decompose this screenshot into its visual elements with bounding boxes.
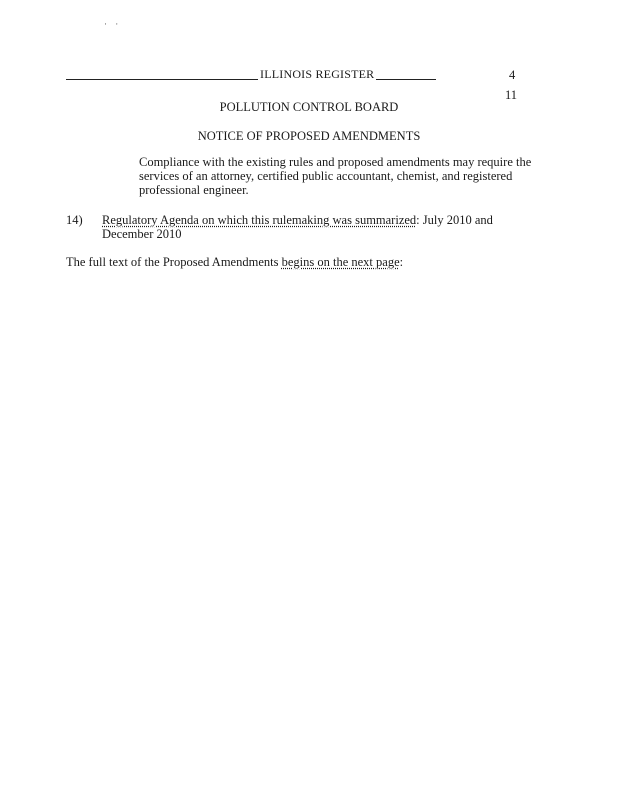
header-rule bbox=[66, 79, 436, 80]
full-text-lead: The full text of the Proposed Amendments bbox=[66, 255, 282, 269]
board-title bbox=[0, 100, 618, 114]
item-value: : July 2010 and December 2010 bbox=[102, 213, 493, 242]
full-text-tail: : bbox=[399, 255, 404, 269]
full-text-link: begins on the next page bbox=[281, 255, 400, 269]
register-title: ILLINOIS REGISTER bbox=[260, 67, 375, 81]
item-label: Regulatory Agenda on which this rulemaking was summarized bbox=[102, 213, 417, 227]
item-number: 14) bbox=[66, 213, 83, 227]
corner-mark: · · bbox=[104, 19, 122, 29]
page-number: 4 bbox=[509, 68, 516, 82]
item-text bbox=[102, 213, 542, 241]
full-text-line bbox=[66, 255, 403, 269]
board-title-text: POLLUTION CONTROL BOARD bbox=[219, 100, 399, 114]
page-number-secondary: 11 bbox=[505, 88, 518, 102]
notice-title: NOTICE OF PROPOSED AMENDMENTS bbox=[197, 129, 421, 143]
compliance-paragraph: Compliance with the existing rules and proposed amendments may require the services of an attorney, certified public accountant, chemist, and registered professional engineer. bbox=[139, 155, 532, 198]
